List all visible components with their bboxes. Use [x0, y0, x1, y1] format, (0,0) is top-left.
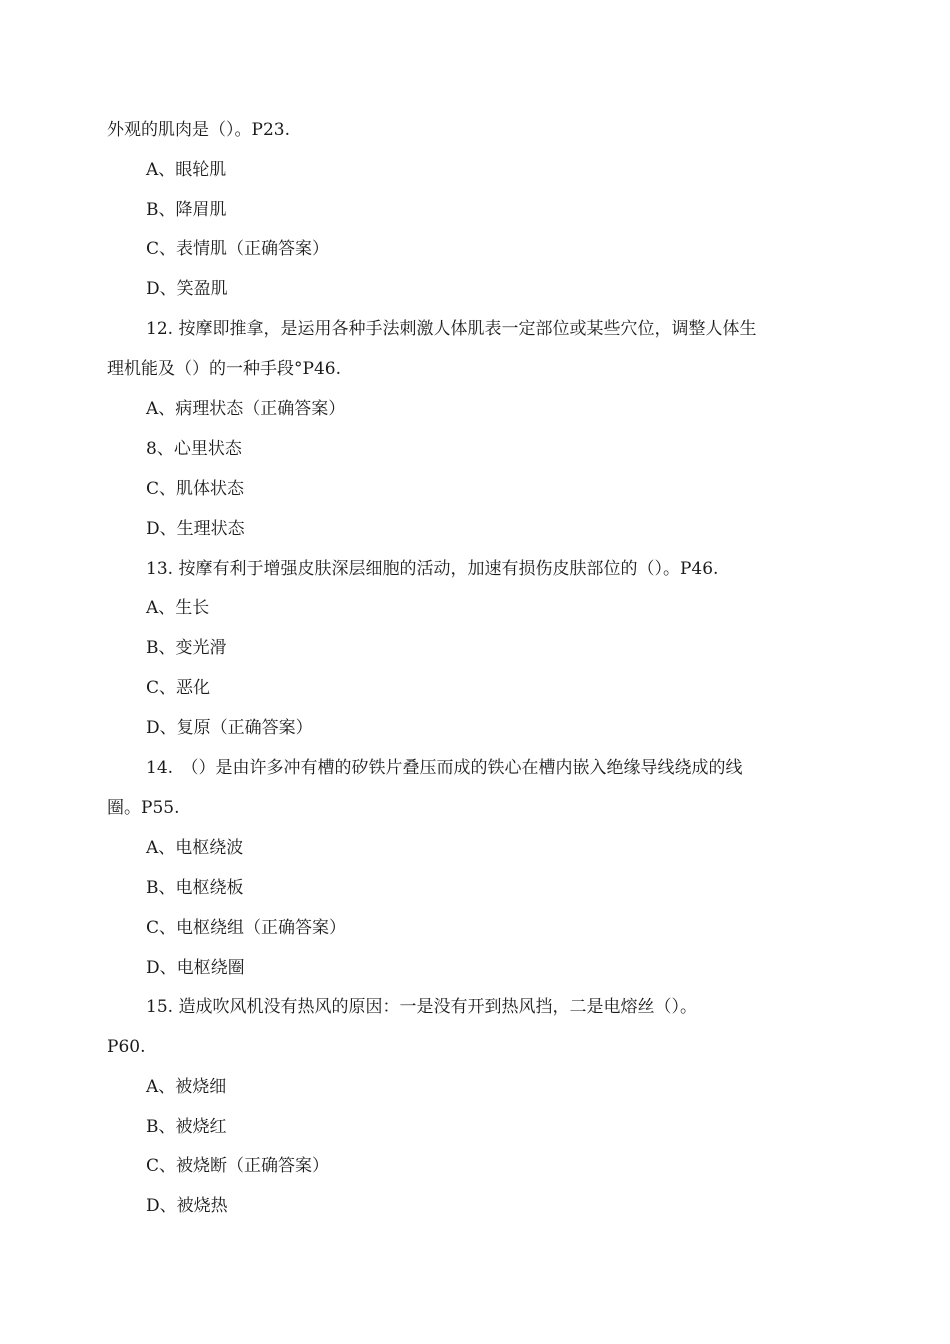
q12-option-c: C、肌体状态: [146, 479, 245, 499]
question-12: 12. 按摩即推拿，是运用各种手法刺激人体肌表一定部位或某些穴位，调整人体生: [146, 319, 757, 339]
question-11-continuation: 外观的肌肉是（）。P23.: [107, 120, 290, 140]
q14-option-a: A、电枢绕波: [146, 838, 244, 858]
q11-option-d: D、笑盈肌: [146, 279, 228, 299]
q13-option-b: B、变光滑: [146, 638, 227, 658]
q12-option-d: D、生理状态: [146, 519, 245, 539]
question-13: 13. 按摩有利于增强皮肤深层细胞的活动，加速有损伤皮肤部位的（）。P46.: [146, 559, 719, 579]
q14-option-c: C、电枢绕组（正确答案）: [146, 918, 347, 938]
q15-option-b: B、被烧红: [146, 1117, 227, 1137]
question-12-continuation: 理机能及（）的一种手段°P46.: [107, 359, 341, 379]
q14-option-d: D、电枢绕圈: [146, 958, 245, 978]
q15-option-d: D、被烧热: [146, 1196, 228, 1216]
q12-option-b: 8、心里状态: [146, 439, 242, 459]
q13-option-c: C、恶化: [146, 678, 211, 698]
question-14: 14. （）是由许多冲有槽的矽铁片叠压而成的铁心在槽内嵌入绝缘导线绕成的线: [146, 758, 743, 778]
q11-option-a: A、眼轮肌: [146, 160, 227, 180]
q15-option-a: A、被烧细: [146, 1077, 227, 1097]
q11-option-c: C、表情肌（正确答案）: [146, 239, 330, 259]
question-15: 15. 造成吹风机没有热风的原因：一是没有开到热风挡，二是电熔丝（）。: [146, 997, 697, 1017]
q13-option-d: D、复原（正确答案）: [146, 718, 313, 738]
q13-option-a: A、生长: [146, 598, 210, 618]
q15-option-c: C、被烧断（正确答案）: [146, 1156, 330, 1176]
question-15-continuation: P60.: [107, 1037, 146, 1057]
q14-option-b: B、电枢绕板: [146, 878, 244, 898]
q11-option-b: B、降眉肌: [146, 200, 227, 220]
question-14-continuation: 圈。P55.: [107, 798, 180, 818]
q12-option-a: A、病理状态（正确答案）: [146, 399, 346, 419]
